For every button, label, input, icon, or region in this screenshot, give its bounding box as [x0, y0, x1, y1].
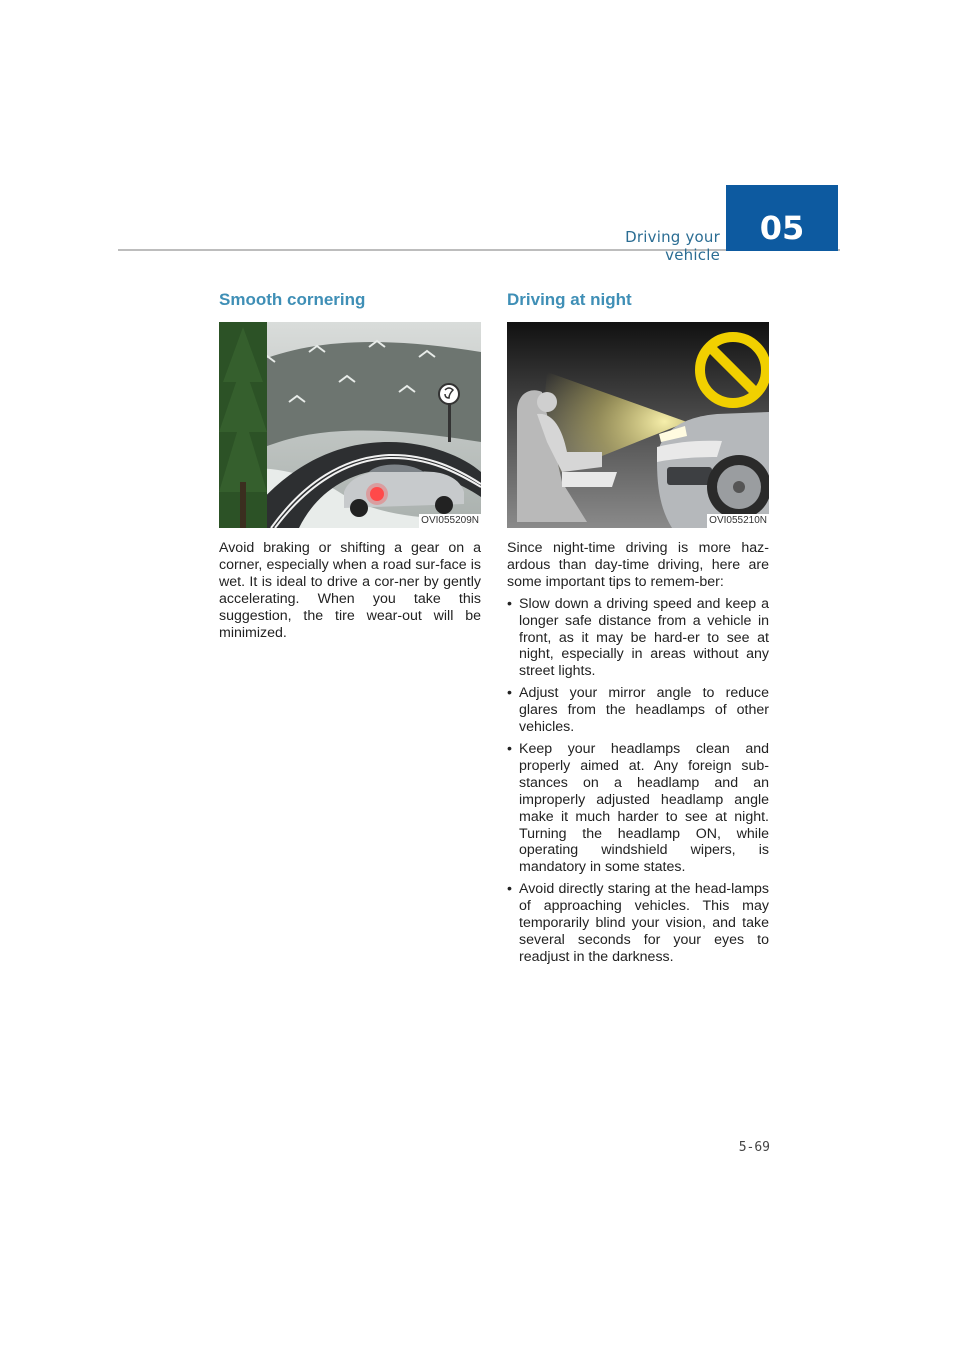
glare-illustration [507, 322, 769, 528]
list-item: • Slow down a driving speed and keep a longer safe distance from a vehicle in front, as it may be hard-er to see at night, especially in areas without any street lights. [507, 596, 769, 681]
chapter-tab: 05 [726, 185, 838, 251]
list-item: • Keep your headlamps clean and properly aimed at. Any foreign sub-stances on a headlamp and an improperly adjusted headlamp angle make it much harder to see at night. Turning the headlamp ON, while operating windshield wipers, is mandatory in some states. [507, 741, 769, 876]
page-number: 5-69 [738, 1140, 770, 1155]
section-heading-driving-at-night: Driving at night [507, 290, 632, 309]
winding-road-illustration [219, 322, 481, 528]
smooth-cornering-figure [219, 322, 481, 528]
left-column [219, 290, 481, 641]
header-title: Driving your vehicle [625, 228, 720, 264]
night-tips-list [507, 596, 769, 966]
section-heading-smooth-cornering: Smooth cornering [219, 290, 366, 309]
right-column [507, 290, 769, 966]
figure-code: OVI055210N [709, 515, 767, 526]
list-item: • Avoid directly staring at the head-lamps of approaching vehicles. This may temporarily blind your vision, and take several seconds for your eyes to readjust in the darkness. [507, 881, 769, 966]
figure-code: OVI055209N [421, 515, 479, 526]
smooth-cornering-body: Avoid braking or shifting a gear on a corner, especially when a road sur-face is wet. It is ideal to drive a cor-ner by gently accelerating. When you take this suggestion, the tire wear-out will be minimized. [219, 540, 481, 641]
driving-at-night-figure [507, 322, 769, 528]
list-item: • Adjust your mirror angle to reduce glares from the headlamps of other vehicles. [507, 685, 769, 736]
driving-at-night-intro: Since night-time driving is more haz-ardous than day-time driving, here are some important tips to remem-ber: [507, 540, 769, 590]
